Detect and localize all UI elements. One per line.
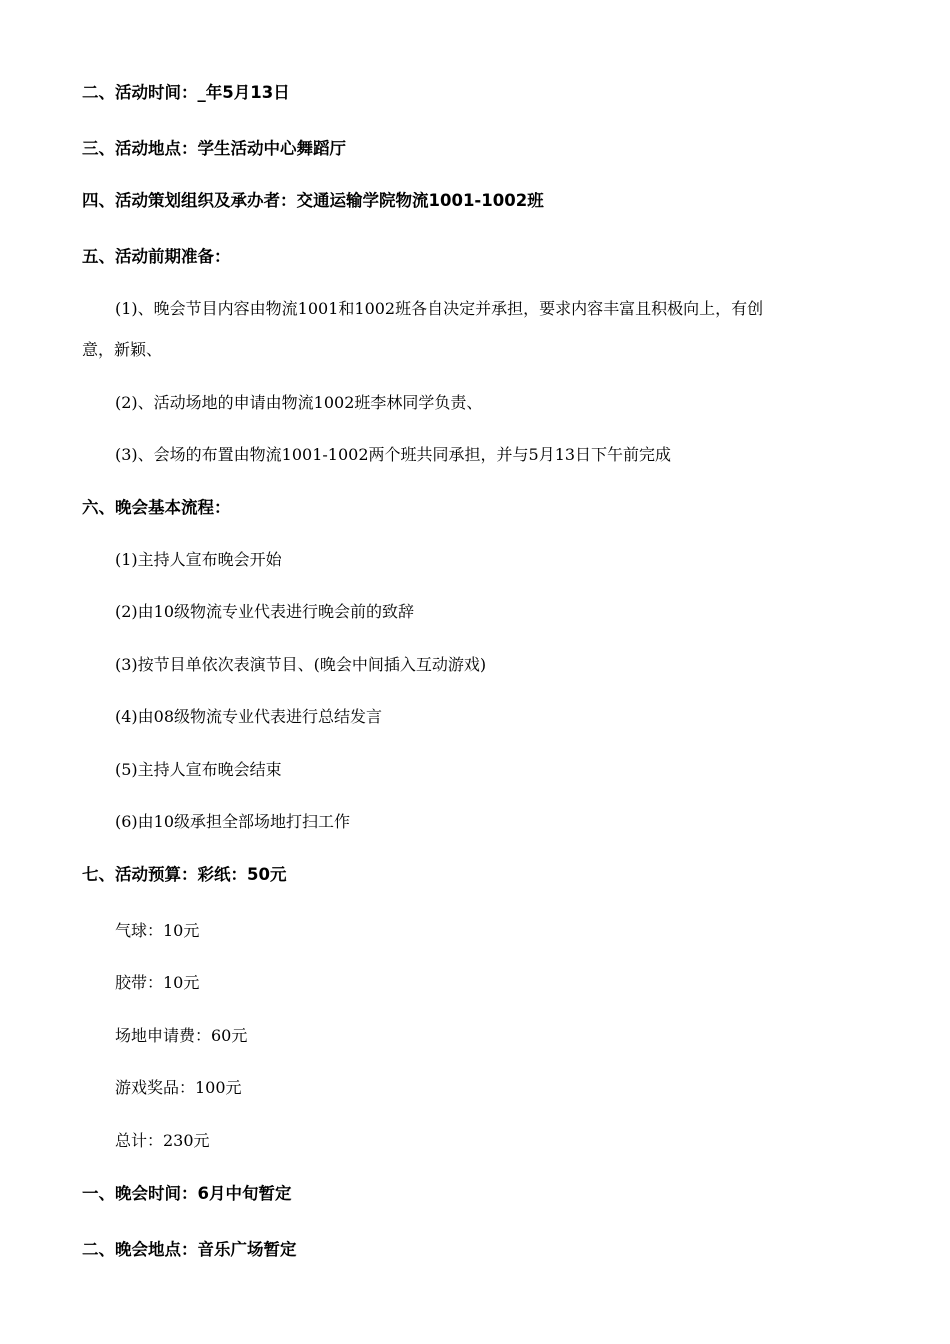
budget-item: 场地申请费：60元	[115, 1026, 248, 1045]
section-heading-party-location: 二、晚会地点：音乐广场暂定	[82, 1240, 297, 1259]
section-heading-organizer: 四、活动策划组织及承办者：交通运输学院物流1001-1002班	[82, 191, 544, 210]
section-heading-party-time: 一、晚会时间：6月中旬暂定	[82, 1184, 292, 1203]
budget-item: 游戏奖品：100元	[115, 1078, 242, 1097]
section-heading-time: 二、活动时间：_年5月13日	[82, 83, 290, 102]
section-heading-preparation: 五、活动前期准备：	[82, 247, 231, 266]
preparation-item-2: (2)、活动场地的申请由物流1002班李林同学负责、	[115, 393, 483, 412]
flow-item: (6)由10级承担全部场地打扫工作	[115, 812, 351, 831]
section-heading-location: 三、活动地点：学生活动中心舞蹈厅	[82, 139, 346, 158]
preparation-item-1-line-1: (1)、晚会节目内容由物流1001和1002班各自决定并承担，要求内容丰富且积极向上，有创	[115, 299, 764, 318]
flow-item: (2)由10级物流专业代表进行晚会前的致辞	[115, 602, 415, 621]
flow-item: (3)按节目单依次表演节目、(晚会中间插入互动游戏)	[115, 655, 487, 674]
budget-item: 气球：10元	[115, 921, 200, 940]
preparation-item-1-line-2: 意，新颖、	[82, 340, 163, 359]
budget-total: 总计：230元	[115, 1131, 210, 1150]
section-heading-budget: 七、活动预算：彩纸：50元	[82, 865, 287, 884]
budget-item: 胶带：10元	[115, 973, 200, 992]
flow-item: (4)由08级物流专业代表进行总结发言	[115, 707, 383, 726]
flow-item: (1)主持人宣布晚会开始	[115, 550, 282, 569]
section-heading-flow: 六、晚会基本流程：	[82, 498, 231, 517]
preparation-item-3: (3)、会场的布置由物流1001-1002两个班共同承担，并与5月13日下午前完成	[115, 445, 672, 464]
flow-item: (5)主持人宣布晚会结束	[115, 760, 282, 779]
